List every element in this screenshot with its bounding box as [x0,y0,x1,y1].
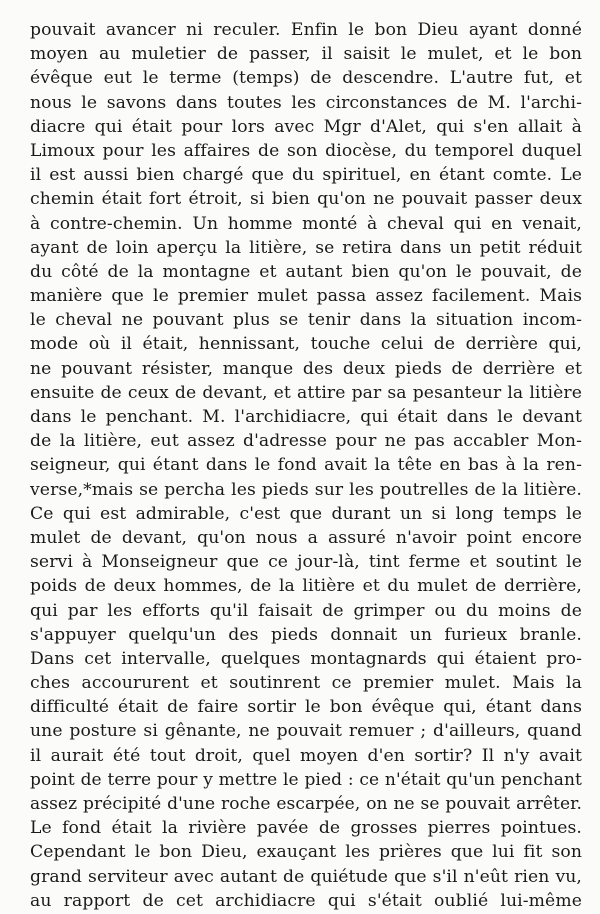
text-line: de la litière, eut assez d'adresse pour ne pas accabler Mon- [30,431,582,452]
text-line: s'appuyer quelqu'un des pieds donnait un furieux branle. [30,624,582,645]
text-line: moyen au muletier de passer, il saisit le mulet, et le bon [30,44,582,65]
text-line: assez précipité d'une roche escarpée, on ne se pouvait arrêter. [30,794,582,814]
text-line: ches accoururent et soutinrent ce premier mulet. Mais la [30,673,582,694]
text-line: une posture si gênante, ne pouvait remuer ; d'ailleurs, quand [30,721,582,742]
text-line: nous le savons dans toutes les circonstances de M. l'archi- [30,92,582,113]
text-line: Dans cet intervalle, quelques montagnards qui étaient pro- [30,648,582,669]
text-line: poids de deux hommes, de la litière et du mulet de derrière, [30,576,582,597]
text-line: le cheval ne pouvant plus se tenir dans la situation incom- [30,310,582,331]
text-line: ne pouvant résister, manque des deux pieds de derrière et [30,358,582,379]
text-line: chemin était fort étroit, si bien qu'on ne pouvait passer deux [30,189,582,210]
text-line: mulet de devant, qu'on nous a assuré n'avoir point encore [30,527,582,548]
text-line: diacre qui était pour lors avec Mgr d'Alet, qui s'en allait à [30,116,582,137]
text-line: verse,*mais se percha les pieds sur les poutrelles de la litière. [30,479,582,500]
text-line: ayant de loin aperçu la litière, se retira dans un petit réduit [30,237,582,258]
text-line: Limoux pour les affaires de son diocèse, du temporel duquel [30,140,582,161]
text-line: servi à Monseigneur que ce jour-là, tint ferme et soutint le [30,552,582,573]
text-line: pouvait avancer ni reculer. Enfin le bon Dieu ayant donné [30,20,582,40]
text-line: au rapport de cet archidiacre qui s'était oublié lui-même [30,890,582,911]
text-line: grand serviteur avec autant de quiétude que s'il n'eût rien vu, [30,866,582,887]
text-line: à contre-chemin. Un homme monté à cheval qui en venait, [30,213,582,234]
text-line: point de terre pour y mettre le pied : ce n'était qu'un penchant [30,769,582,790]
text-line: Le fond était la rivière pavée de grosses pierres pointues. [30,818,582,839]
text-line: Cependant le bon Dieu, exauçant les prières que lui fit son [30,842,582,863]
text-line: il aurait été tout droit, quel moyen d'en sortir? Il n'y avait [30,745,582,766]
text-line: seigneur, qui étant dans le fond avait la tête en bas à la ren- [30,455,582,476]
text-line: mode où il était, hennissant, touche celui de derrière qui, [30,334,582,355]
text-line: il est aussi bien chargé que du spirituel, en étant comte. Le [30,165,582,186]
text-line: difficulté était de faire sortir le bon évêque qui, étant dans [30,697,582,718]
text-line: qui par les efforts qu'il faisait de grimper ou du moins de [30,600,582,621]
text-line: Ce qui est admirable, c'est que durant un si long temps le [30,503,582,524]
text-line: manière que le premier mulet passa assez facilement. Mais [30,286,582,307]
body-text [30,18,582,913]
text-line: évêque eut le terme (temps) de descendre. L'autre fut, et [30,68,582,89]
text-line: ensuite de ceux de devant, et attire par sa pesanteur la litière [30,382,582,403]
text-line: du côté de la montagne et autant bien qu'on le pouvait, de [30,261,582,282]
text-line: dans le penchant. M. l'archidiacre, qui était dans le devant [30,407,582,427]
